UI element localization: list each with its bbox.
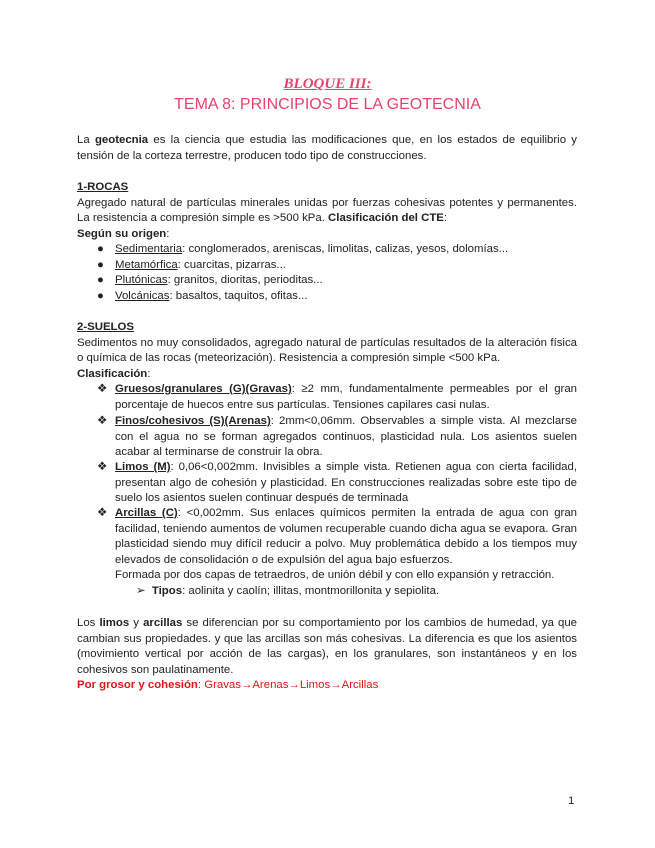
rocas-description: Agregado natural de partículas minerales unidas por fuerzas cohesivas potentes y permanentes. La resistencia a compresión simple es >500 kPa. Clasificación del CTE: [77, 196, 577, 225]
block-title: BLOQUE III: [283, 76, 372, 92]
arcillas-extra: Formada por dos capas de tetraedros, de unión débil y con ello expansión y retracción. [115, 569, 555, 581]
page-number: 1 [568, 795, 575, 807]
clasificacion-label: Clasificación: [77, 367, 151, 380]
diamond-bullet-icon: ❖ [97, 415, 108, 427]
diamond-bullet-icon: ❖ [97, 461, 108, 473]
grosor-line: Por grosor y cohesión: Gravas→Arenas→Limos→Arcillas [77, 679, 379, 691]
rocas-heading: 1-ROCAS [77, 181, 129, 193]
soil-type-arcillas: ❖ Arcillas (C): <0,002mm. Sus enlaces químicos permiten la entrada de agua con gran facilidad, teniendo aumentos de volumen recuperable cuando dicha agua se evapora. Gran plasticidad siendo muy difícil reducir a polvo. Muy problemática debido a los tiempos muy elevados de consolidación o de expulsión del agua bajo esfuerzos. [97, 507, 577, 566]
intro-paragraph: La geotecnia es la ciencia que estudia las modificaciones que, en los estados de equilibrio y tensión de la corteza terrestre, producen todo tipo de construcciones. [77, 134, 577, 162]
list-item: ● Metamórfica: cuarcitas, pizarras... [77, 258, 577, 274]
bullet-icon: ● [97, 243, 104, 255]
closing-paragraph: Los limos y arcillas se diferencian por su comportamiento por los cambios de humedad, ya que cambian sus propiedades. y que las arcillas son más cohesivas. La diferencia es que los asientos (movimiento vertical por acción de las cargas), en los granulares, son instantáneos y en los cohesivos son paulatinamente. [77, 617, 578, 676]
suelos-heading: 2-SUELOS [77, 321, 134, 333]
arrow-bullet-icon: ➢ [136, 585, 146, 597]
rock-origin-list [77, 242, 577, 304]
soil-type-finos: ❖ Finos/cohesivos (S)(Arenas): 2mm<0,06mm. Observables a simple vista. Al mezclarse con el agua no se forman agregados continuos, plasticidad nula. Los asientos suelen acabar al terminarse de construir la obra. [97, 415, 577, 459]
bullet-icon: ● [97, 289, 104, 302]
list-item: ● Plutónicas: granitos, dioritas, perioditas... [77, 273, 577, 289]
soil-type-limos: ❖ Limos (M): 0,06<0,002mm. Invisibles a simple vista. Retienen agua con cierta facilidad, presentan algo de cohesión y plasticidad. En construcciones realizadas sobre este tipo de suelo los asientos suelen continuar después de terminada [97, 461, 577, 505]
topic-title: TEMA 8: PRINCIPIOS DE LA GEOTECNIA [174, 96, 481, 113]
cte-label: Clasificación del CTE [328, 212, 444, 225]
suelos-section [77, 320, 577, 382]
suelos-description: Sedimentos no muy consolidados, agregado natural de partículas resultados de la alteración física o química de las rocas (meteorización). Resistencia a compresión simple <500 kPa. [77, 336, 577, 365]
list-item: ● Sedimentaria: conglomerados, areniscas, limolitas, calizas, yesos, dolomías... [77, 242, 577, 258]
soil-type-gruesos: ❖ Gruesos/granulares (G)(Gravas): ≥2 mm, fundamentalmente permeables por el gran porcentaje de huecos entre sus partículas. Tensiones capilares casi nulas. [97, 383, 577, 411]
bullet-icon: ● [97, 274, 104, 287]
bullet-icon: ● [97, 258, 104, 271]
rocas-section [77, 180, 577, 242]
diamond-bullet-icon: ❖ [97, 507, 108, 519]
diamond-bullet-icon: ❖ [97, 383, 108, 395]
origen-label: Según su origen: [77, 227, 170, 240]
geotecnia-term: geotecnia [94, 134, 149, 146]
list-item: ● Volcánicas: basaltos, taquitos, ofitas... [77, 289, 577, 305]
tipos-line: ➢ Tipos: aolinita y caolín; illitas, montmorillonita y sepiolita. [136, 585, 440, 597]
